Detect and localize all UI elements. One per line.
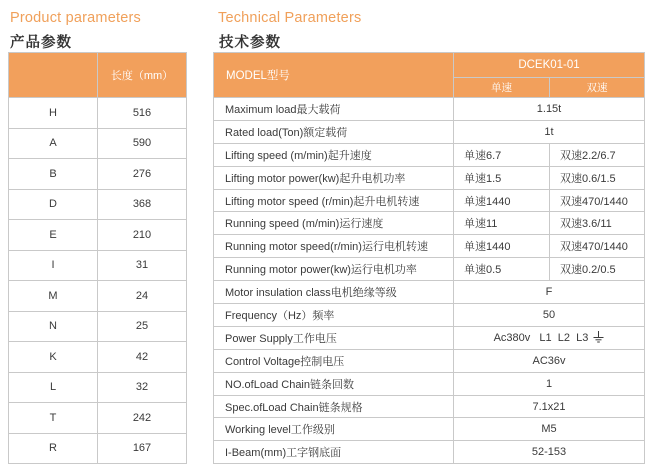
parameter-label: NO.ofLoad Chain链条回数 (214, 372, 454, 395)
parameter-label: I-Beam(mm)工字钢底面 (214, 441, 454, 464)
product-length-header: 长度（mm） (98, 53, 187, 98)
table-row (214, 395, 645, 418)
parameter-value: 50 (454, 304, 645, 327)
dimension-label: T (9, 403, 98, 434)
table-row (9, 250, 187, 281)
single-speed-value: 单速1440 (454, 235, 550, 258)
table-row (9, 311, 187, 342)
dimension-label: A (9, 128, 98, 159)
table-row (214, 372, 645, 395)
dimension-value: 368 (98, 189, 187, 220)
parameter-label: Running motor power(kw)运行电机功率 (214, 258, 454, 281)
parameter-value: M5 (454, 418, 645, 441)
parameter-label: Lifting speed (m/min)起升速度 (214, 143, 454, 166)
parameter-label: Running speed (m/min)运行速度 (214, 212, 454, 235)
table-row (214, 281, 645, 304)
table-row (214, 418, 645, 441)
dimension-value: 32 (98, 372, 187, 403)
table-row (214, 258, 645, 281)
double-speed-header: 双速 (550, 78, 645, 98)
dimension-value: 31 (98, 250, 187, 281)
product-header-row (9, 53, 187, 98)
parameter-value: 52-153 (454, 441, 645, 464)
dimension-label: N (9, 311, 98, 342)
single-speed-value: 单速11 (454, 212, 550, 235)
table-row (9, 372, 187, 403)
dimension-label: H (9, 98, 98, 129)
double-speed-value: 双速470/1440 (550, 235, 645, 258)
parameter-value: 1t (454, 120, 645, 143)
dimension-value: 516 (98, 98, 187, 129)
ground-icon (593, 331, 604, 343)
parameter-value: AC36v (454, 349, 645, 372)
double-speed-value: 双速470/1440 (550, 189, 645, 212)
dimension-value: 25 (98, 311, 187, 342)
parameter-value: 1.15t (454, 98, 645, 121)
model-header: MODEL型号 (214, 53, 454, 98)
single-speed-value: 单速1.5 (454, 166, 550, 189)
dimension-label: M (9, 281, 98, 312)
single-speed-header: 单速 (454, 78, 550, 98)
dimension-label: E (9, 220, 98, 251)
parameter-label: Spec.ofLoad Chain链条规格 (214, 395, 454, 418)
table-row (214, 166, 645, 189)
technical-parameters-table (213, 52, 645, 464)
dimension-label: L (9, 372, 98, 403)
table-row (9, 433, 187, 464)
table-row (9, 189, 187, 220)
parameter-label: Lifting motor power(kw)起升电机功率 (214, 166, 454, 189)
technical-header-row (214, 53, 645, 78)
parameter-label: Control Voltage控制电压 (214, 349, 454, 372)
parameter-value: 7.1x21 (454, 395, 645, 418)
table-row (214, 189, 645, 212)
single-speed-value: 单速6.7 (454, 143, 550, 166)
dimension-label: B (9, 159, 98, 190)
product-title-en: Product parameters (10, 10, 141, 26)
dimension-label: K (9, 342, 98, 373)
double-speed-value: 双速3.6/11 (550, 212, 645, 235)
technical-title-en: Technical Parameters (218, 10, 362, 26)
dimension-value: 167 (98, 433, 187, 464)
parameter-value: F (454, 281, 645, 304)
dimension-label: R (9, 433, 98, 464)
dimension-value: 210 (98, 220, 187, 251)
parameter-label: Working level工作级别 (214, 418, 454, 441)
table-row (9, 403, 187, 434)
table-row (9, 220, 187, 251)
parameter-label: Running motor speed(r/min)运行电机转速 (214, 235, 454, 258)
dimension-value: 242 (98, 403, 187, 434)
table-row (9, 159, 187, 190)
parameter-label: Power Supply工作电压 (214, 326, 454, 349)
single-speed-value: 单速1440 (454, 189, 550, 212)
parameter-label: Maximum load最大载荷 (214, 98, 454, 121)
parameter-label: Motor insulation class电机绝缘等级 (214, 281, 454, 304)
power-supply-cell (454, 326, 645, 349)
parameter-label: Rated load(Ton)额定载荷 (214, 120, 454, 143)
dimension-value: 590 (98, 128, 187, 159)
parameter-label: Frequency（Hz）频率 (214, 304, 454, 327)
table-row (214, 212, 645, 235)
technical-title-cn: 技术参数 (219, 35, 281, 51)
product-parameters-table (8, 52, 187, 464)
model-name-header: DCEK01-01 (454, 53, 645, 78)
product-header-blank (9, 53, 98, 98)
table-row (214, 98, 645, 121)
parameter-value: 1 (454, 372, 645, 395)
table-row (214, 304, 645, 327)
parameter-label: Lifting motor speed (r/min)起升电机转速 (214, 189, 454, 212)
table-row (9, 281, 187, 312)
table-row (9, 128, 187, 159)
double-speed-value: 双速0.6/1.5 (550, 166, 645, 189)
product-title-cn: 产品参数 (10, 35, 72, 51)
dimension-label: I (9, 250, 98, 281)
double-speed-value: 双速2.2/6.7 (550, 143, 645, 166)
table-row (9, 342, 187, 373)
parameter-value: Ac380v L1 L2 L3 (493, 332, 589, 345)
single-speed-value: 单速0.5 (454, 258, 550, 281)
table-row (9, 98, 187, 129)
dimension-value: 24 (98, 281, 187, 312)
table-row (214, 441, 645, 464)
table-row (214, 326, 645, 349)
double-speed-value: 双速0.2/0.5 (550, 258, 645, 281)
table-row (214, 120, 645, 143)
dimension-value: 42 (98, 342, 187, 373)
table-row (214, 349, 645, 372)
table-row (214, 143, 645, 166)
dimension-value: 276 (98, 159, 187, 190)
table-row (214, 235, 645, 258)
dimension-label: D (9, 189, 98, 220)
